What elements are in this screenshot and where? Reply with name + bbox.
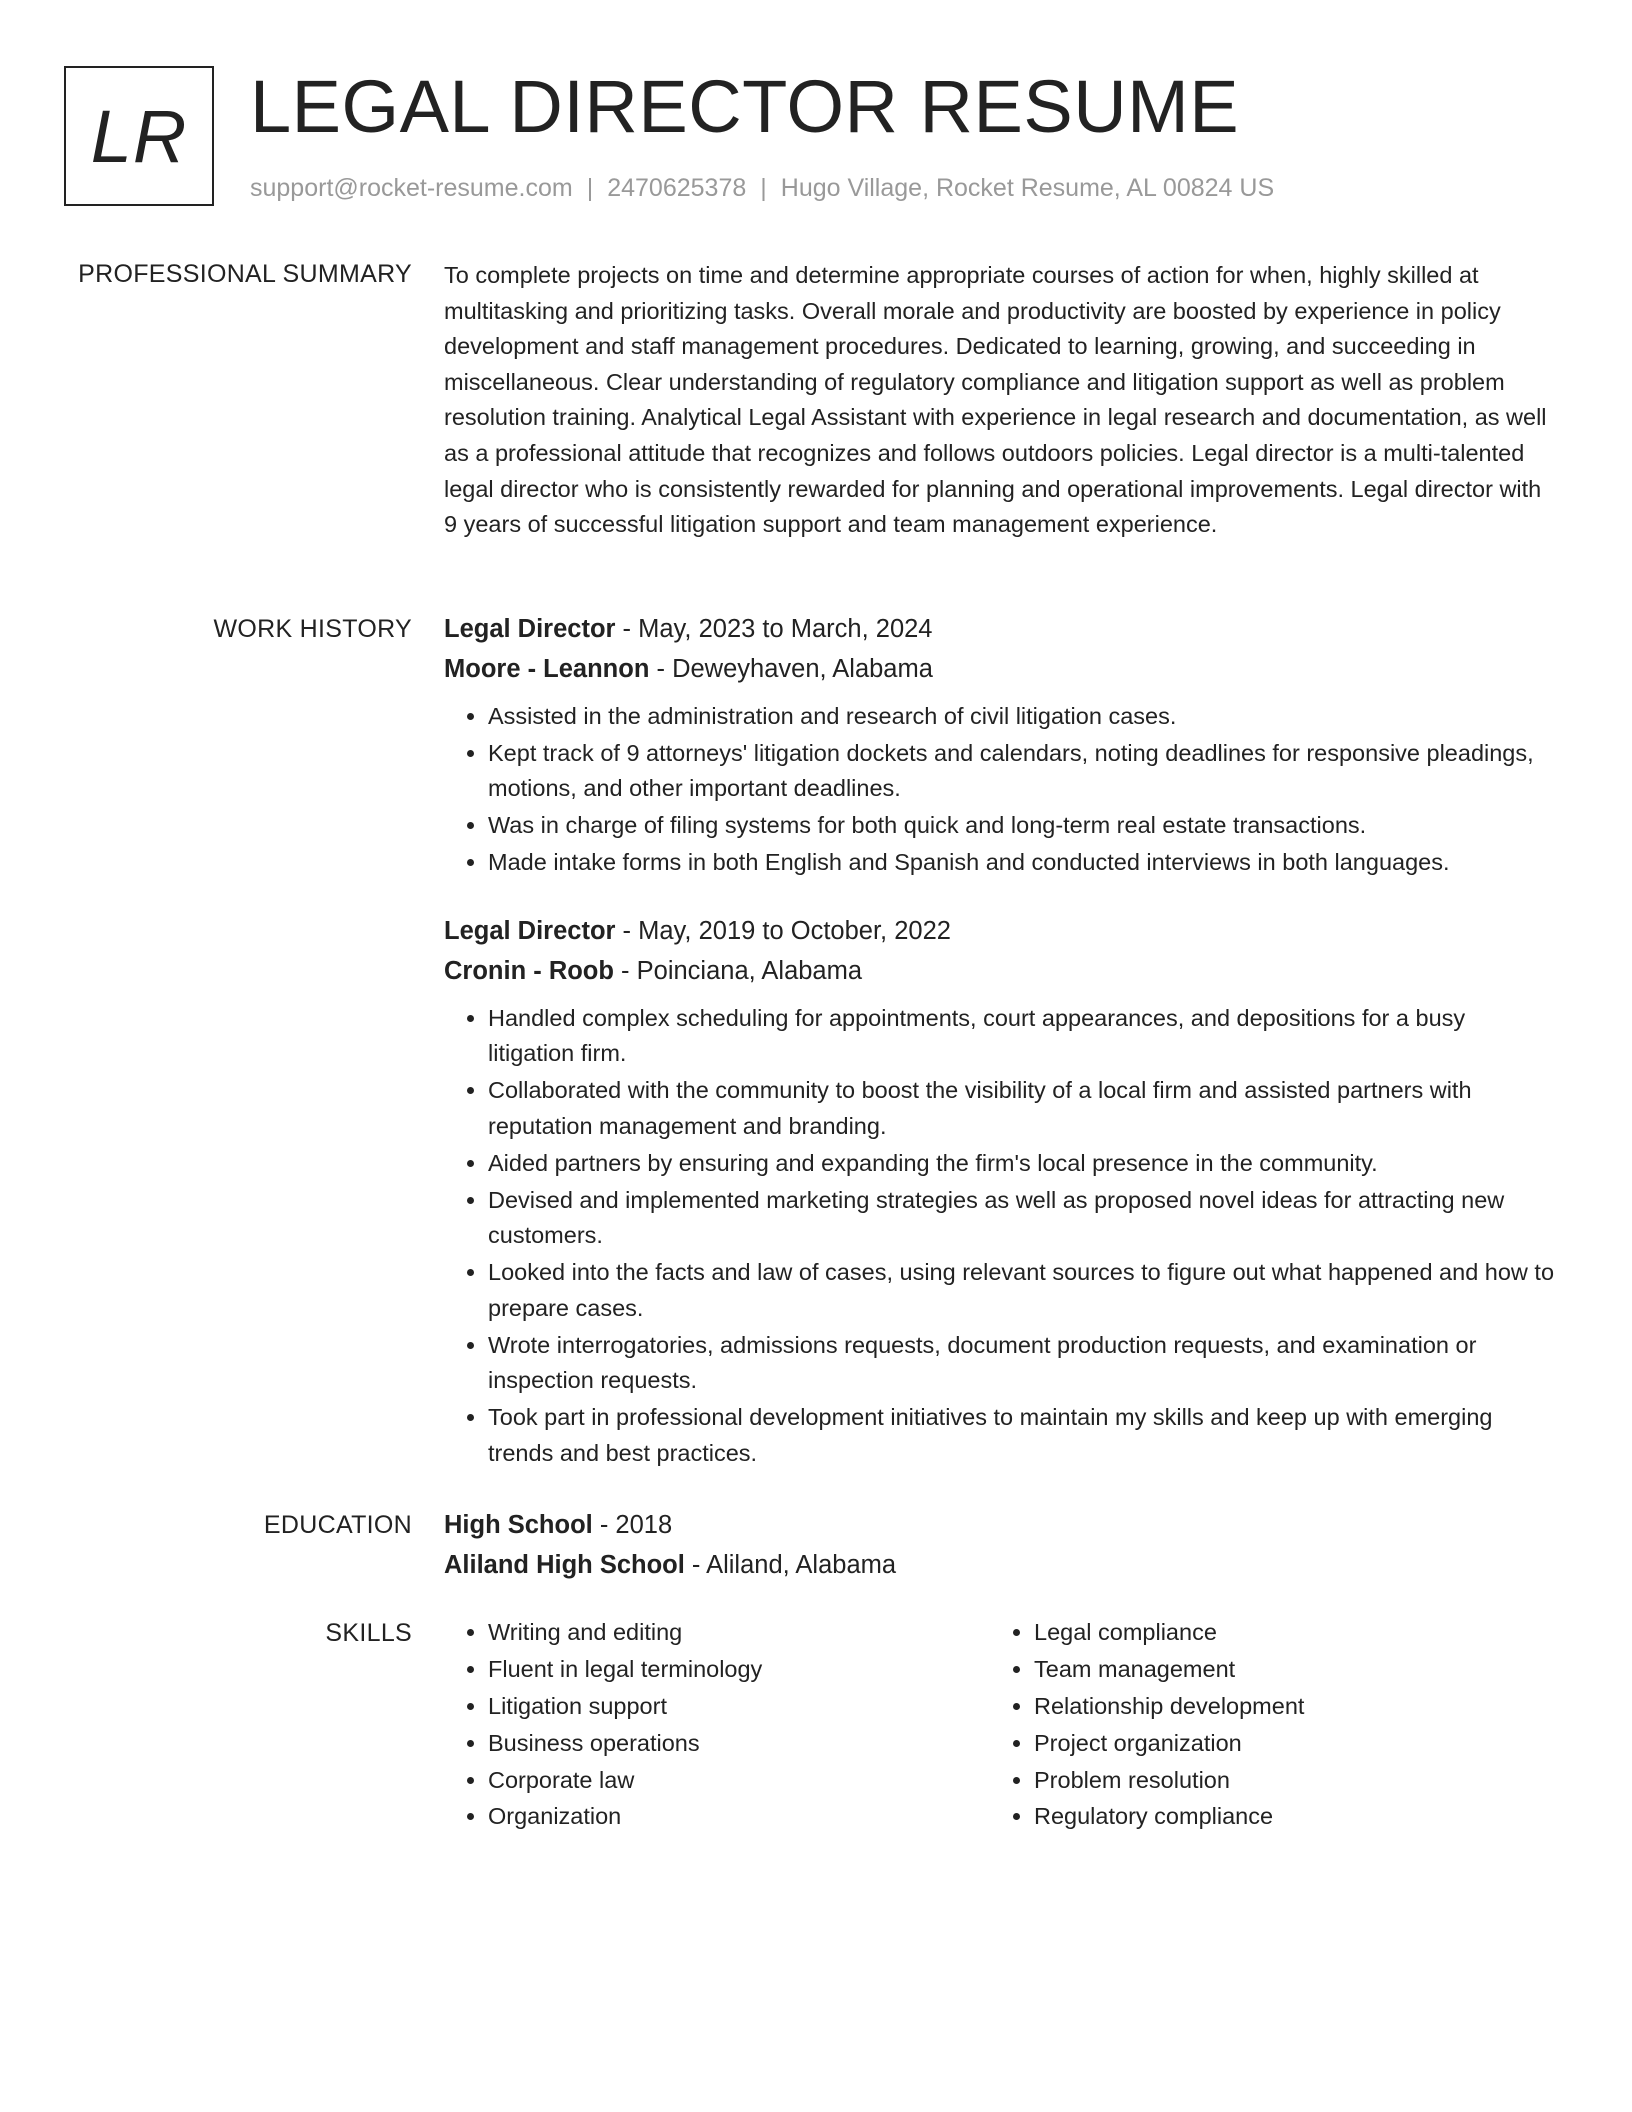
section-heading: PROFESSIONAL SUMMARY [78, 260, 412, 288]
job-title: Legal Director [444, 615, 616, 643]
list-item: • Organization [488, 1799, 990, 1835]
list-item: • Wrote interrogatories, admissions requests, document production requests, and examination or inspection requests. [488, 1328, 1556, 1399]
job-dates: - May, 2019 to October, 2022 [615, 916, 951, 945]
job-entry [444, 911, 1556, 1472]
list-item: • Made intake forms in both English and Spanish and conducted interviews in both languages. [488, 845, 1556, 881]
contact-email: support@rocket-resume.com [250, 174, 573, 202]
list-item: • Took part in professional development initiatives to maintain my skills and keep up with emerging trends and best practices. [488, 1400, 1556, 1471]
list-item: • Looked into the facts and law of cases, using relevant sources to figure out what happened and how to prepare cases. [488, 1255, 1556, 1326]
job-location: - Deweyhaven, Alabama [649, 655, 933, 683]
job-entry [444, 609, 1556, 881]
monogram-badge: LR [64, 66, 214, 206]
school-location: - Aliland, Alabama [684, 1551, 897, 1579]
job-location: - Poinciana, Alabama [613, 956, 863, 985]
list-item: • Devised and implemented marketing strategies as well as proposed novel ideas for attracting new customers. [488, 1183, 1556, 1254]
school-line [444, 1545, 1556, 1585]
list-item: • Was in charge of filing systems for both quick and long-term real estate transactions. [488, 808, 1556, 844]
education-body [444, 1505, 1556, 1585]
contact-line [250, 172, 1274, 204]
school-name: Aliland High School [444, 1551, 685, 1579]
education-year: - 2018 [592, 1511, 673, 1539]
section-heading: SKILLS [325, 1619, 412, 1647]
job-company: Cronin - Roob [444, 956, 614, 985]
skills-columns [444, 1615, 1556, 1836]
list-item: • Corporate law [488, 1763, 990, 1799]
list-item: • Handled complex scheduling for appointments, court appearances, and depositions for a busy litigation firm. [488, 1001, 1556, 1072]
job-company-line [444, 951, 1556, 991]
list-item: • Collaborated with the community to boost the visibility of a local firm and assisted partners with reputation management and branding. [488, 1073, 1556, 1144]
contact-phone: 2470625378 [607, 174, 747, 202]
skills-column-left [444, 1615, 990, 1836]
list-item: • Team management [1034, 1652, 1536, 1688]
list-item: • Regulatory compliance [1034, 1799, 1536, 1835]
page-title: LEGAL DIRECTOR RESUME [250, 65, 1240, 148]
job-bullets [444, 1001, 1556, 1472]
section-heading: EDUCATION [263, 1511, 412, 1539]
work-history-body [444, 609, 1556, 1473]
job-dates: - May, 2023 to March, 2024 [615, 615, 933, 643]
summary-body [444, 258, 1556, 543]
skills-column-right [990, 1615, 1536, 1836]
skills-body [444, 1615, 1556, 1836]
contact-address: Hugo Village, Rocket Resume, AL 00824 US [780, 174, 1275, 202]
list-item: • Litigation support [488, 1689, 990, 1725]
list-item: • Business operations [488, 1726, 990, 1762]
skills-list [990, 1615, 1536, 1835]
contact-separator: | [586, 174, 594, 202]
degree-line [444, 1505, 1556, 1545]
contact-separator: | [760, 174, 767, 202]
job-company: Moore - Leannon [444, 655, 650, 683]
list-item: • Assisted in the administration and research of civil litigation cases. [488, 699, 1556, 735]
skills-list [444, 1615, 990, 1835]
list-item: • Legal compliance [1034, 1615, 1536, 1651]
list-item: • Kept track of 9 attorneys' litigation dockets and calendars, noting deadlines for responsive pleadings, motions, and other important deadlines. [488, 736, 1556, 807]
list-item: • Relationship development [1034, 1689, 1536, 1725]
list-item: • Project organization [1034, 1726, 1536, 1762]
degree: High School [444, 1511, 593, 1539]
list-item: • Aided partners by ensuring and expanding the firm's local presence in the community. [488, 1146, 1556, 1182]
job-title-line [444, 609, 1556, 649]
job-title-line [444, 911, 1556, 951]
job-company-line [444, 649, 1556, 689]
list-item: • Problem resolution [1034, 1763, 1536, 1799]
resume-header [64, 66, 1584, 216]
list-item: • Fluent in legal terminology [488, 1652, 990, 1688]
job-title: Legal Director [444, 916, 616, 945]
section-heading: WORK HISTORY [213, 615, 412, 643]
summary-text: To complete projects on time and determine appropriate courses of action for when, highly skilled at multitasking and prioritizing tasks. Overall morale and productivity are boosted by experience in policy development and staff management procedures. Dedicated to learning, growing, and succeeding in miscellaneous. Clear understanding of regulatory compliance and litigation support as well as problem resolution training. Analytical Legal Assistant with experience in legal research and documentation, as well as a professional attitude that recognizes and follows outdoors policies. Legal director is a multi-talented legal director who is consistently rewarded for planning and operational improvements. Legal director with 9 years of successful litigation support and team management experience. [444, 262, 1547, 538]
job-bullets [444, 699, 1556, 881]
list-item: • Writing and editing [488, 1615, 990, 1651]
